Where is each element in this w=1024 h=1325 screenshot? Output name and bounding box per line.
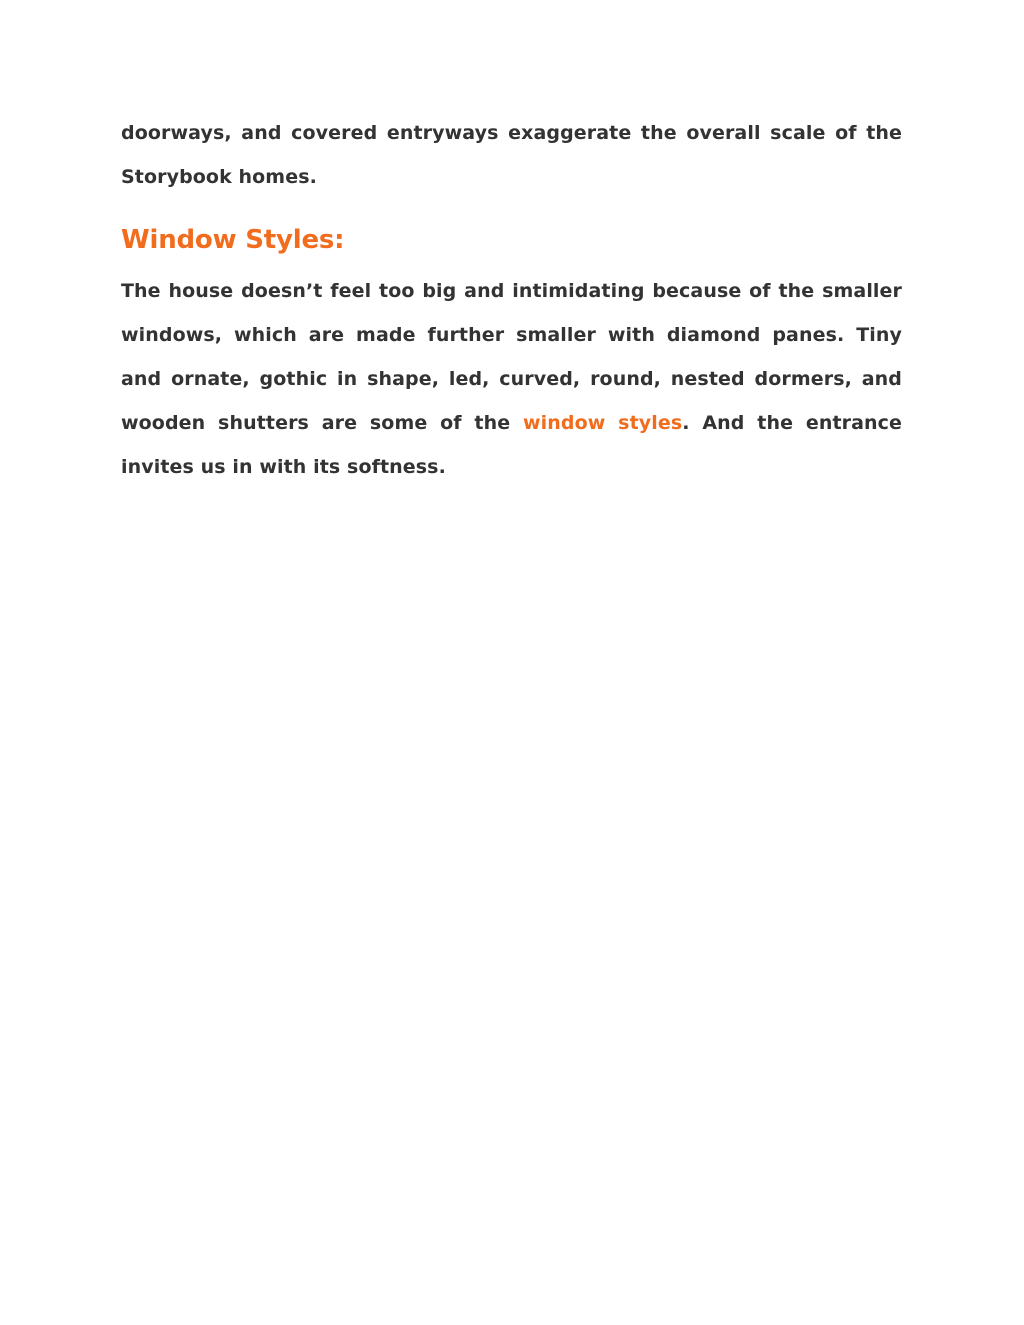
body-text-before-link: The house doesn’t feel too big and intimidating because of the smaller windows, which are made further smaller with diamond panes. Tiny and ornate, gothic in shape, led, curved, round, nested dormers, and wooden shutters are some of the: [121, 280, 902, 434]
document-page: [121, 111, 902, 489]
body-text-after-link: . And the entrance invites us in with its softness.: [121, 412, 902, 478]
section-heading-window-styles: Window Styles:: [121, 225, 345, 255]
body-paragraph: [121, 269, 902, 489]
intro-paragraph: doorways, and covered entryways exaggerate the overall scale of the Storybook homes.: [121, 122, 902, 188]
window-styles-link[interactable]: window styles: [522, 412, 683, 434]
